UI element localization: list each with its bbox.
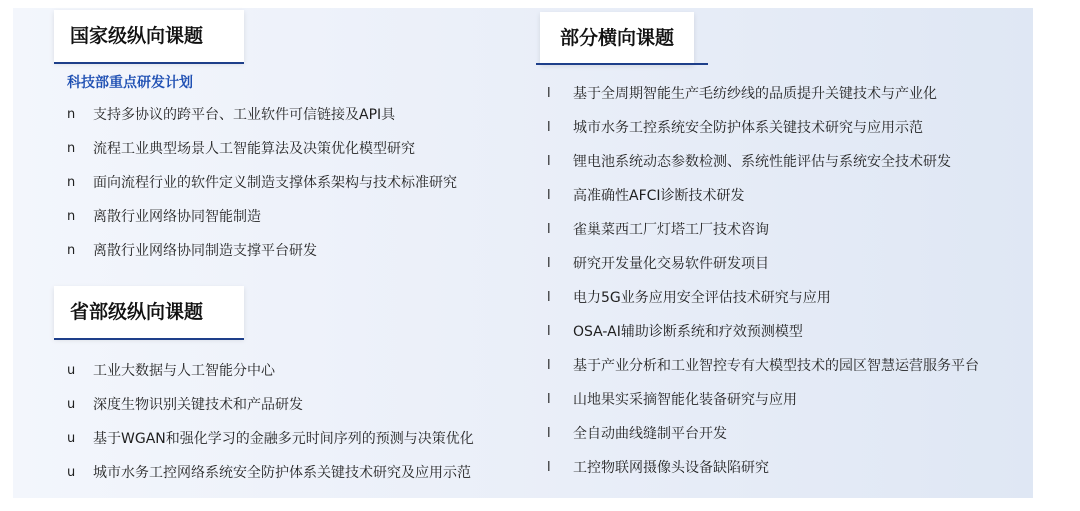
national-projects-title: 国家级纵向课题 xyxy=(54,10,244,62)
horizontal-project-item xyxy=(547,251,1027,285)
project-name: 流程工业典型场景人工智能算法及决策优化模型研究 xyxy=(93,141,415,157)
bullet-marker: l xyxy=(547,460,551,475)
horizontal-project-item xyxy=(547,217,1027,251)
national-project-item xyxy=(67,102,527,136)
provincial-projects-list xyxy=(67,358,527,494)
horizontal-projects-list xyxy=(547,81,1027,489)
project-name: 研究开发量化交易软件研发项目 xyxy=(573,256,769,272)
national-subheading: 科技部重点研发计划 xyxy=(67,75,193,91)
project-name: 基于WGAN和强化学习的金融多元时间序列的预测与决策优化 xyxy=(93,431,474,447)
project-name: 锂电池系统动态参数检测、系统性能评估与系统安全技术研发 xyxy=(573,154,951,170)
national-title-underline xyxy=(54,62,244,64)
bullet-marker: n xyxy=(67,107,76,122)
bullet-marker: u xyxy=(67,397,76,412)
bullet-marker: l xyxy=(547,188,551,203)
bullet-marker: l xyxy=(547,120,551,135)
project-name: 城市水务工控网络系统安全防护体系关键技术研究及应用示范 xyxy=(93,465,471,481)
provincial-project-item xyxy=(67,426,527,460)
provincial-project-item xyxy=(67,392,527,426)
project-name: 面向流程行业的软件定义制造支撑体系架构与技术标准研究 xyxy=(93,175,457,191)
bullet-marker: l xyxy=(547,358,551,373)
provincial-projects-title: 省部级纵向课题 xyxy=(54,286,244,338)
project-name: 高准确性AFCI诊断技术研发 xyxy=(573,188,745,204)
bullet-marker: n xyxy=(67,209,76,224)
bullet-marker: l xyxy=(547,290,551,305)
project-name: 全自动曲线缝制平台开发 xyxy=(573,426,727,442)
bullet-marker: n xyxy=(67,141,76,156)
bullet-marker: u xyxy=(67,431,76,446)
horizontal-project-item xyxy=(547,319,1027,353)
horizontal-project-item xyxy=(547,353,1027,387)
bullet-marker: n xyxy=(67,243,76,258)
horizontal-project-item xyxy=(547,149,1027,183)
horizontal-project-item xyxy=(547,387,1027,421)
provincial-project-item xyxy=(67,460,527,494)
bullet-marker: l xyxy=(547,86,551,101)
bullet-marker: n xyxy=(67,175,76,190)
national-project-item xyxy=(67,238,527,272)
horizontal-project-item xyxy=(547,81,1027,115)
project-name: 离散行业网络协同制造支撑平台研发 xyxy=(93,243,317,259)
bullet-marker: l xyxy=(547,324,551,339)
bullet-marker: l xyxy=(547,426,551,441)
project-name: 雀巢菜西工厂灯塔工厂技术咨询 xyxy=(573,222,769,238)
horizontal-projects-title: 部分横向课题 xyxy=(540,12,694,64)
horizontal-project-item xyxy=(547,421,1027,455)
bullet-marker: l xyxy=(547,256,551,271)
project-name: 离散行业网络协同智能制造 xyxy=(93,209,261,225)
project-name: 基于全周期智能生产毛纺纱线的品质提升关键技术与产业化 xyxy=(573,86,937,102)
project-name: 电力5G业务应用安全评估技术研究与应用 xyxy=(573,290,831,306)
provincial-title-underline xyxy=(54,338,244,340)
project-name: 工控物联网摄像头设备缺陷研究 xyxy=(573,460,769,476)
project-name: OSA-AI辅助诊断系统和疗效预测模型 xyxy=(573,324,803,340)
national-projects-list xyxy=(67,102,527,272)
national-project-item xyxy=(67,204,527,238)
provincial-project-item xyxy=(67,358,527,392)
project-name: 深度生物识别关键技术和产品研发 xyxy=(93,397,303,413)
horizontal-project-item xyxy=(547,455,1027,489)
bullet-marker: l xyxy=(547,154,551,169)
project-name: 山地果实采摘智能化装备研究与应用 xyxy=(573,392,797,408)
national-project-item xyxy=(67,170,527,204)
project-name: 基于产业分析和工业智控专有大模型技术的园区智慧运营服务平台 xyxy=(573,358,979,374)
horizontal-project-item xyxy=(547,115,1027,149)
bullet-marker: u xyxy=(67,363,76,378)
bullet-marker: l xyxy=(547,392,551,407)
national-project-item xyxy=(67,136,527,170)
bullet-marker: u xyxy=(67,465,76,480)
bullet-marker: l xyxy=(547,222,551,237)
horizontal-project-item xyxy=(547,183,1027,217)
project-name: 城市水务工控系统安全防护体系关键技术研究与应用示范 xyxy=(573,120,923,136)
project-name: 支持多协议的跨平台、工业软件可信链接及API具 xyxy=(93,107,396,123)
horizontal-project-item xyxy=(547,285,1027,319)
project-name: 工业大数据与人工智能分中心 xyxy=(93,363,275,379)
horizontal-title-underline xyxy=(536,63,708,65)
